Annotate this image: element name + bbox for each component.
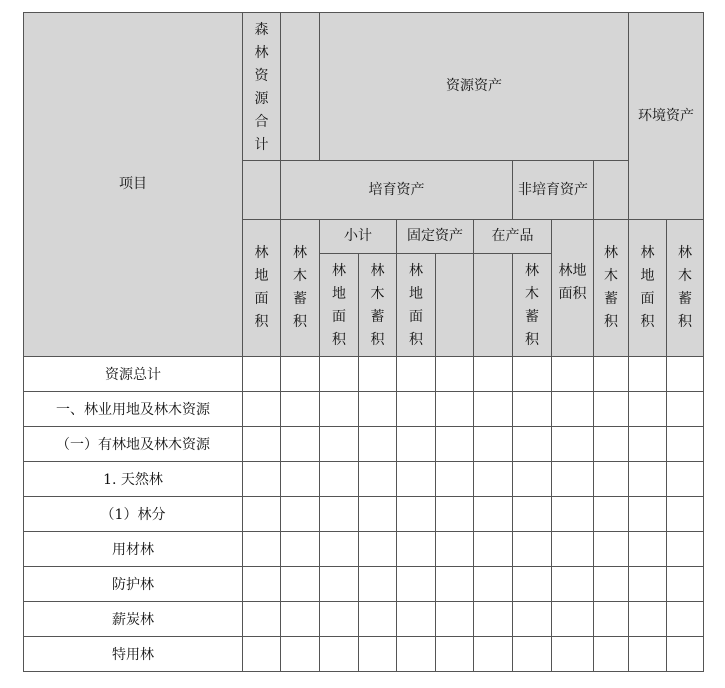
table-cell [397, 637, 436, 672]
table-cell [397, 357, 436, 392]
table-cell [552, 532, 594, 567]
table-cell [320, 392, 359, 427]
table-cell [552, 392, 594, 427]
table-cell [667, 427, 704, 462]
table-cell [243, 567, 281, 602]
table-cell [667, 532, 704, 567]
header-forest-total: 森林资源合计 [243, 13, 281, 161]
header-resource-assets: 资源资产 [320, 13, 629, 161]
table-cell [243, 392, 281, 427]
table-cell [552, 602, 594, 637]
table-cell [594, 462, 629, 497]
table-cell [594, 567, 629, 602]
table-cell [359, 567, 397, 602]
table-cell [320, 532, 359, 567]
header-cultivated-assets: 培育资产 [281, 161, 513, 220]
row-label: 特用林 [24, 637, 243, 672]
header-empty-cell [281, 13, 320, 161]
table-row [24, 497, 704, 532]
row-label: 1. 天然林 [24, 462, 243, 497]
table-cell [594, 427, 629, 462]
table-cell [474, 532, 513, 567]
table-cell [320, 637, 359, 672]
table-cell [594, 392, 629, 427]
table-cell [436, 427, 474, 462]
table-cell [667, 567, 704, 602]
table-cell [594, 497, 629, 532]
table-row [24, 637, 704, 672]
table-cell [436, 602, 474, 637]
header-empty-cell [436, 254, 474, 357]
table-cell [436, 637, 474, 672]
table-cell [629, 637, 667, 672]
table-cell [397, 497, 436, 532]
header-item: 项目 [24, 13, 243, 357]
table-cell [594, 532, 629, 567]
table-cell [320, 567, 359, 602]
table-cell [359, 392, 397, 427]
table-cell [359, 357, 397, 392]
table-cell [629, 497, 667, 532]
header-empty-cell [594, 161, 629, 220]
header-forest-land-area: 林地面积 [397, 254, 436, 357]
header-in-process-products: 在产品 [474, 220, 552, 254]
table-row [24, 427, 704, 462]
table-cell [667, 497, 704, 532]
header-environment-assets: 环境资产 [629, 13, 704, 220]
table-cell [281, 602, 320, 637]
header-forest-stock: 林木蓄积 [281, 220, 320, 357]
table-cell [281, 567, 320, 602]
header-forest-stock: 林木蓄积 [359, 254, 397, 357]
row-label: 薪炭林 [24, 602, 243, 637]
table-cell [629, 357, 667, 392]
table-cell [436, 392, 474, 427]
row-label: 资源总计 [24, 357, 243, 392]
table-cell [281, 497, 320, 532]
table-cell [667, 637, 704, 672]
header-forest-land-area: 林地面积 [629, 220, 667, 357]
table-cell [513, 462, 552, 497]
row-label: （一）有林地及林木资源 [24, 427, 243, 462]
table-cell [474, 427, 513, 462]
header-forest-stock: 林木蓄积 [513, 254, 552, 357]
table-cell [243, 427, 281, 462]
row-label: （1）林分 [24, 497, 243, 532]
table-cell [667, 462, 704, 497]
table-cell [667, 392, 704, 427]
table-cell [552, 497, 594, 532]
table-cell [281, 637, 320, 672]
table-row [24, 462, 704, 497]
table-cell [552, 567, 594, 602]
table-row [24, 567, 704, 602]
table-cell [436, 532, 474, 567]
table-cell [513, 497, 552, 532]
header-empty-cell [243, 161, 281, 220]
table-row [24, 392, 704, 427]
header-forest-stock: 林木蓄积 [667, 220, 704, 357]
table-cell [474, 392, 513, 427]
table-cell [320, 462, 359, 497]
table-cell [594, 602, 629, 637]
table-cell [436, 567, 474, 602]
table-cell [243, 497, 281, 532]
table-cell [359, 602, 397, 637]
header-non-cultivated-assets: 非培育资产 [513, 161, 594, 220]
table-cell [243, 532, 281, 567]
table-cell [629, 602, 667, 637]
table-cell [474, 497, 513, 532]
table-cell [513, 567, 552, 602]
forest-resource-table [23, 12, 704, 672]
table-cell [359, 637, 397, 672]
table-cell [629, 532, 667, 567]
table-cell [513, 392, 552, 427]
table-cell [359, 497, 397, 532]
table-cell [513, 532, 552, 567]
table-cell [320, 602, 359, 637]
header-forest-land-area: 林地面积 [320, 254, 359, 357]
table-cell [552, 427, 594, 462]
table-row [24, 357, 704, 392]
table-cell [436, 497, 474, 532]
table-cell [320, 427, 359, 462]
table-cell [552, 462, 594, 497]
table-cell [397, 462, 436, 497]
table-row [24, 532, 704, 567]
table-cell [320, 357, 359, 392]
table-cell [243, 462, 281, 497]
table-cell [397, 392, 436, 427]
table-cell [474, 567, 513, 602]
table-cell [513, 602, 552, 637]
header-subtotal: 小计 [320, 220, 397, 254]
row-label: 用材林 [24, 532, 243, 567]
table-cell [513, 357, 552, 392]
table-cell [281, 357, 320, 392]
table-cell [474, 602, 513, 637]
table-cell [474, 637, 513, 672]
table-cell [552, 357, 594, 392]
table-cell [474, 357, 513, 392]
table-cell [243, 357, 281, 392]
table-cell [397, 567, 436, 602]
table-cell [629, 427, 667, 462]
table-cell [397, 427, 436, 462]
table-cell [320, 497, 359, 532]
table-cell [281, 392, 320, 427]
table-cell [243, 602, 281, 637]
table-cell [359, 427, 397, 462]
table-cell [629, 567, 667, 602]
table-cell [629, 462, 667, 497]
table-cell [513, 427, 552, 462]
table-cell [667, 602, 704, 637]
header-fixed-assets: 固定资产 [397, 220, 474, 254]
table-cell [281, 532, 320, 567]
table-cell [359, 462, 397, 497]
table-cell [513, 637, 552, 672]
table-cell [667, 357, 704, 392]
table-cell [436, 462, 474, 497]
header-forest-land-area: 林地面积 [243, 220, 281, 357]
table-cell [281, 462, 320, 497]
table-cell [281, 427, 320, 462]
table-cell [397, 532, 436, 567]
table-row [24, 602, 704, 637]
header-forest-land-area: 林地面积 [552, 220, 594, 357]
table-cell [629, 392, 667, 427]
table-cell [359, 532, 397, 567]
row-label: 一、林业用地及林木资源 [24, 392, 243, 427]
table-cell [594, 637, 629, 672]
table-cell [243, 637, 281, 672]
header-empty-cell [474, 254, 513, 357]
table-cell [594, 357, 629, 392]
header-forest-stock: 林木蓄积 [594, 220, 629, 357]
row-label: 防护林 [24, 567, 243, 602]
table-cell [552, 637, 594, 672]
table-cell [474, 462, 513, 497]
table-cell [397, 602, 436, 637]
table-cell [436, 357, 474, 392]
